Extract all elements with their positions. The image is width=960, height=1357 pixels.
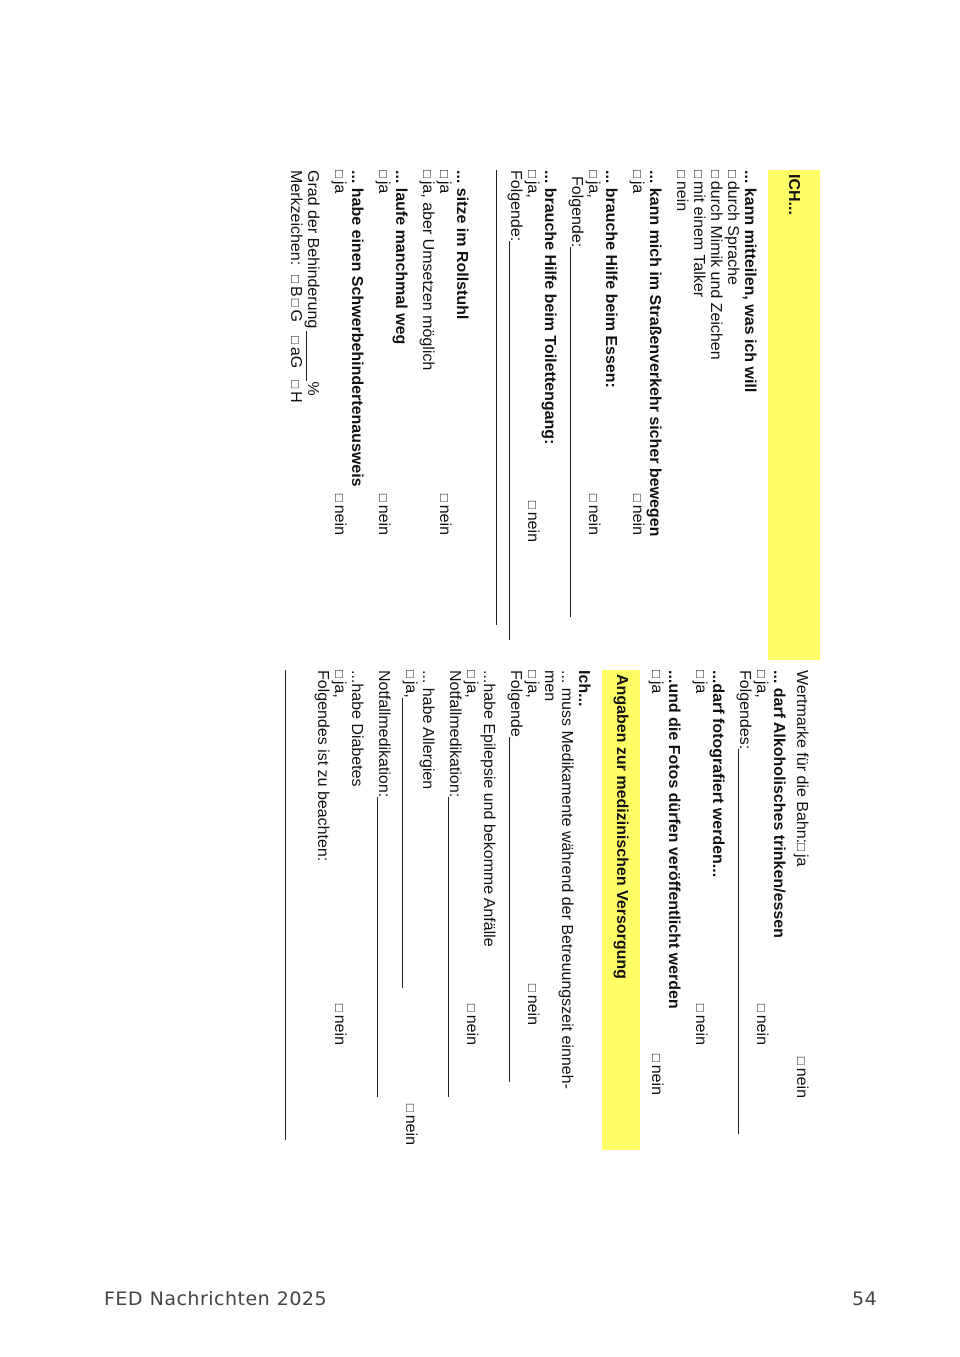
train-stamp-yes[interactable]: ja <box>793 853 810 867</box>
checkbox-icon[interactable]: □ <box>464 670 479 678</box>
allergy-follow-field[interactable] <box>377 797 392 1097</box>
eating-yes[interactable]: □ja, <box>585 170 602 198</box>
section-allergy <box>375 670 436 1145</box>
form-column-right <box>120 670 820 1145</box>
wander-yes[interactable]: □ja <box>375 170 392 194</box>
medication-no[interactable]: □nein <box>524 983 541 1025</box>
photo-no[interactable]: □nein <box>692 1003 709 1045</box>
traffic-yes[interactable]: □ja <box>629 170 646 194</box>
grade-label: Grad der Behinderung <box>304 170 321 329</box>
epilepsy-no[interactable]: □nein <box>463 1003 480 1045</box>
medication-yes[interactable]: □ja, <box>524 670 541 698</box>
photo-title: ...darf fotografiert werden... <box>709 670 726 878</box>
checkbox-icon[interactable]: □ <box>525 170 540 178</box>
checkbox-icon[interactable]: □ <box>754 670 769 678</box>
checkbox-icon[interactable]: □ <box>794 843 809 851</box>
section-publish <box>648 670 682 1140</box>
alcohol-follow-label: Folgendes: <box>736 670 753 750</box>
publish-no[interactable]: □nein <box>648 1053 665 1095</box>
epilepsy-follow-field[interactable] <box>448 797 463 1097</box>
checkbox-icon[interactable]: □ <box>586 170 601 178</box>
section-diabetes <box>285 670 365 1140</box>
train-stamp <box>793 670 810 1098</box>
checkbox-icon[interactable]: □ <box>525 983 540 992</box>
checkbox-icon[interactable]: □ <box>630 493 645 502</box>
checkbox-icon[interactable]: □ <box>288 380 303 389</box>
wheelchair-title: ... sitze im Rollstuhl <box>453 170 470 320</box>
checkbox-icon[interactable]: □ <box>420 170 435 178</box>
train-stamp-label: Wertmarke für die Bahn: <box>793 670 810 844</box>
checkbox-icon[interactable]: □ <box>437 170 452 178</box>
diabetes-follow-field[interactable] <box>285 670 286 1140</box>
grade-unit: % <box>304 381 321 396</box>
allergy-field[interactable] <box>402 698 417 988</box>
publish-title: ...und die Fotos dürfen veröffentlicht werden <box>665 670 682 1009</box>
diabetes-follow-label: Folgendes ist zu beachten: <box>314 670 331 862</box>
toilet-no[interactable]: □nein <box>524 500 541 542</box>
mark-ag[interactable]: □aG <box>287 336 304 369</box>
checkbox-icon[interactable]: □ <box>403 1103 418 1112</box>
checkbox-icon[interactable]: □ <box>630 170 645 178</box>
section-eating <box>568 170 619 640</box>
traffic-title: ... kann mich im Straßenverkehr sicher bewegen <box>646 170 663 537</box>
form-column-left <box>120 170 820 640</box>
allergy-follow-label: Notfallmedikation: <box>375 670 392 798</box>
section-epilepsy <box>446 670 497 1140</box>
toilet-title: ... brauche Hilfe beim Toilettengang: <box>541 170 558 445</box>
mark-h[interactable]: □H <box>287 380 304 403</box>
page-number: 54 <box>852 1288 878 1310</box>
section-toilet <box>496 170 558 640</box>
rotated-form <box>120 170 820 1170</box>
eating-follow-field[interactable] <box>570 247 585 617</box>
checkbox-icon[interactable]: □ <box>403 670 418 678</box>
photo-yes[interactable]: □ja <box>692 670 709 694</box>
checkbox-icon[interactable]: □ <box>376 170 391 178</box>
alcohol-no[interactable]: □nein <box>753 1003 770 1045</box>
allergy-no[interactable]: □nein <box>402 1103 419 1145</box>
checkbox-icon[interactable]: □ <box>437 493 452 502</box>
checkbox-icon[interactable]: □ <box>288 275 303 284</box>
mark-b[interactable]: □B <box>287 275 304 297</box>
checkbox-icon[interactable]: □ <box>332 670 347 678</box>
wheelchair-no[interactable]: □nein <box>436 493 453 535</box>
checkbox-icon[interactable]: □ <box>693 670 708 678</box>
checkbox-icon[interactable]: □ <box>708 170 723 178</box>
wander-no[interactable]: □nein <box>375 493 392 535</box>
allergy-yes[interactable]: □ja, <box>402 670 419 988</box>
checkbox-icon[interactable]: □ <box>691 170 706 178</box>
checkbox-icon[interactable]: □ <box>464 1003 479 1012</box>
checkbox-icon[interactable]: □ <box>586 493 601 502</box>
checkbox-icon[interactable]: □ <box>525 500 540 509</box>
eating-no[interactable]: □nein <box>585 493 602 535</box>
section-alcohol <box>736 670 787 1140</box>
wheelchair-yes[interactable]: □ja <box>436 170 453 194</box>
disability-title: ... habe einen Schwerbehindertenausweis <box>348 170 365 487</box>
epilepsy-yes[interactable]: □ja, <box>463 670 480 698</box>
checkbox-icon[interactable]: □ <box>525 670 540 678</box>
footer-publication: FED Nachrichten 2025 <box>104 1288 328 1310</box>
publish-yes[interactable]: □ja <box>648 670 665 694</box>
checkbox-icon[interactable]: □ <box>754 1003 769 1012</box>
checkbox-icon[interactable]: □ <box>725 170 740 178</box>
checkbox-icon[interactable]: □ <box>649 670 664 678</box>
option-talker[interactable]: □ mit einem Talker <box>690 170 707 298</box>
communicate-title: ... kann mitteilen, was ich will <box>741 170 758 393</box>
toilet-follow-field[interactable] <box>509 241 524 640</box>
checkbox-icon[interactable]: □ <box>376 493 391 502</box>
marks-label: Merkzeichen: <box>287 170 304 266</box>
section-header-medical: Angaben zur medizinischen Versorgung <box>602 670 640 1150</box>
diabetes-title: ...habe Diabetes <box>348 670 365 787</box>
mark-g[interactable]: □G <box>287 298 304 322</box>
checkbox-icon[interactable]: □ <box>288 298 303 307</box>
checkbox-icon[interactable]: □ <box>332 170 347 178</box>
diabetes-no[interactable]: □nein <box>331 1003 348 1045</box>
section-traffic <box>629 170 663 640</box>
option-speech[interactable]: □ durch Sprache <box>724 170 741 285</box>
allergy-title: ... habe Allergien <box>419 670 436 790</box>
section-medication <box>507 670 592 1140</box>
toilet-follow-label: Folgende: <box>507 170 524 242</box>
checkbox-icon[interactable]: □ <box>288 336 303 344</box>
train-stamp-no[interactable]: □nein <box>793 1056 810 1098</box>
option-gestures[interactable]: □ durch Mimik und Zeichen <box>707 170 724 360</box>
eating-follow-label: Folgende: <box>568 176 585 248</box>
section-wander <box>375 170 409 640</box>
checkbox-icon[interactable]: □ <box>332 493 347 502</box>
disability-no[interactable]: □nein <box>331 493 348 535</box>
section-wheelchair <box>419 170 470 640</box>
option-no[interactable]: □ nein <box>673 170 690 212</box>
grade-field[interactable] <box>306 331 321 381</box>
section-header-ich: ICH... <box>768 170 820 660</box>
checkbox-icon[interactable]: □ <box>674 170 689 178</box>
wander-title: ... laufe manchmal weg <box>392 170 409 345</box>
wheelchair-partial[interactable]: □ ja, aber Umsetzen möglich <box>419 170 436 371</box>
section-photo <box>692 670 726 1140</box>
epilepsy-follow-label: Notfallmedikation: <box>446 670 463 798</box>
disability-yes[interactable]: □ja <box>331 170 348 194</box>
diabetes-yes[interactable]: □ja, <box>331 670 348 698</box>
medication-follow-field[interactable] <box>509 737 524 1082</box>
toilet-yes[interactable]: □ja, <box>524 170 541 198</box>
traffic-no[interactable]: □nein <box>629 493 646 535</box>
eating-title: ... brauche Hilfe beim Essen: <box>602 170 619 388</box>
checkbox-icon[interactable]: □ <box>794 1056 809 1065</box>
epilepsy-title: ...habe Epilepsie und bekomme Anfälle <box>480 670 497 947</box>
divider <box>496 170 497 625</box>
medication-follow-label: Folgende <box>507 670 524 737</box>
checkbox-icon[interactable]: □ <box>649 1053 664 1062</box>
medication-title: ... muss Medikamente während der Betreuungszeit einneh- <box>558 670 575 1089</box>
section-disability <box>287 170 365 640</box>
section-communicate <box>673 170 758 640</box>
alcohol-title: ... darf Alkoholisches trinken/essen <box>770 670 787 938</box>
ich-label: Ich... <box>575 670 592 707</box>
alcohol-follow-field[interactable] <box>738 749 753 1134</box>
checkbox-icon[interactable]: □ <box>693 1003 708 1012</box>
medication-title-2: men <box>541 670 558 702</box>
alcohol-yes[interactable]: □ja, <box>753 670 770 698</box>
checkbox-icon[interactable]: □ <box>332 1003 347 1012</box>
